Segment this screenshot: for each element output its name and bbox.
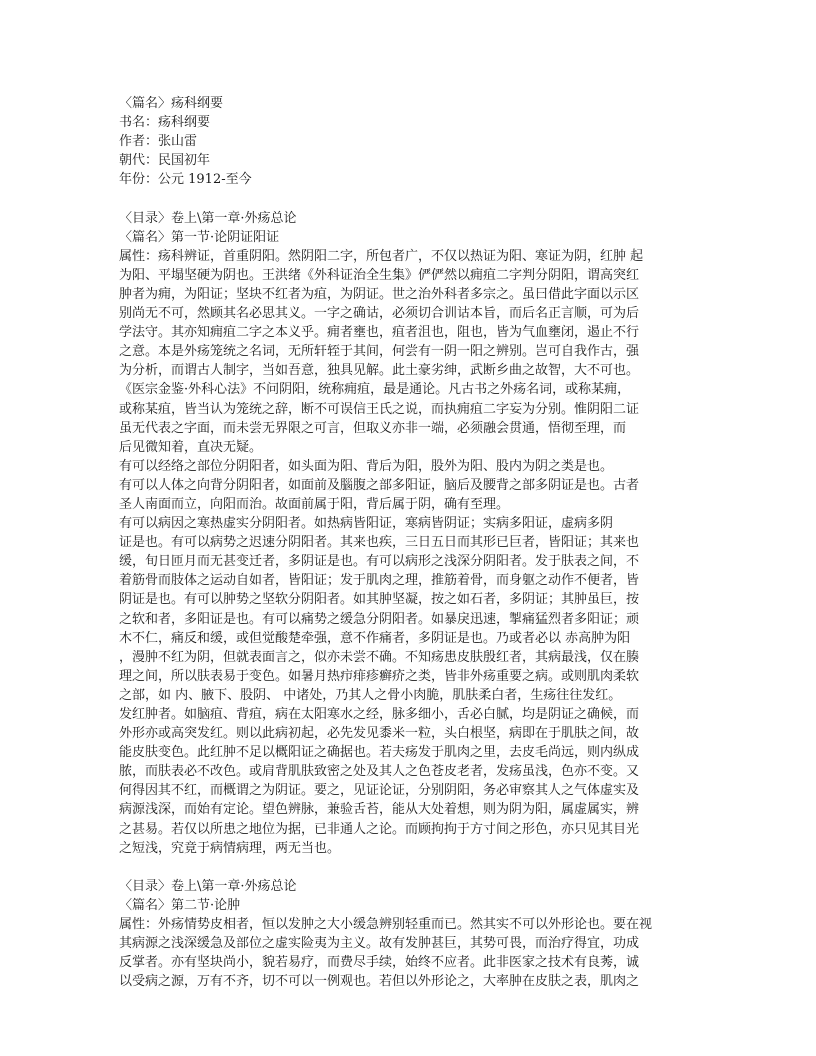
section-body — [119, 915, 685, 991]
header-pian-ming: 〈篇名〉疡科纲要 — [119, 96, 224, 111]
section-mulu: 〈目录〉卷上\第一章·外疡总论 — [119, 210, 297, 226]
text-line: 理之间，所以肤表易于变色。如暑月热疖痱疹癣疥之类，皆非外疡重要之病。或则肌肉柔软 — [119, 668, 640, 684]
text-line: 之部，如 内、腋下、股阴、 中诸处，乃其人之骨小肉脆，肌肤柔白者，生疡往往发红。 — [119, 687, 622, 703]
header-zuo-zhe: 作者：张山雷 — [119, 134, 198, 150]
section-pian-ming: 〈篇名〉第一节·论阴证阳证 — [119, 229, 280, 245]
text-line: 其病源之浅深缓急及部位之虚实险夷为主义。故有发肿甚巨，其势可畏，而治疗得宜，功成 — [119, 936, 640, 952]
text-line: 缓，旬日匝月而无甚变迁者，多阴证是也。有可以病形之浅深分阴阳者。发于肤表之间，不 — [119, 554, 640, 570]
text-line: 之意。本是外疡笼统之名词，无所轩轾于其间，何尝有一阴一阳之辨别。岂可自我作古，强 — [119, 344, 640, 360]
section-pian-ming: 〈篇名〉第二节·论肿 — [119, 897, 241, 913]
text-line: 反掌者。亦有坚块尚小，貌若易疗，而费尽手续，始终不应者。此非医家之技术有良莠，诚 — [119, 955, 640, 971]
text-line: 《医宗金鉴·外科心法》不问阴阳，统称痈疽，最是通论。凡古书之外疡名词，或称某痈， — [119, 382, 631, 398]
text-line: 肿者为痈，为阳证；坚块不红者为疽，为阴证。世之治外科者多宗之。虽曰借此字面以示区 — [119, 286, 640, 302]
text-line: 属性：外疡情势皮相者，恒以发肿之大小缓急辨别轻重而已。然其实不可以外形论也。要在视 — [119, 917, 653, 933]
text-line: 有可以病因之寒热虚实分阴阳者。如热病皆阳证，寒病皆阴证；实病多阳证，虚病多阴 — [119, 516, 614, 532]
header-chao-dai: 朝代：民国初年 — [119, 153, 211, 169]
spacer — [119, 858, 685, 877]
text-line: 为分析，而谓古人制字，当如吾意，独具见解。此土豪劣绅，武断乡曲之故智，大不可也。 — [119, 363, 640, 379]
text-line: 圣人南面而立，向阳而治。故面前属于阳，背后属于阴，确有至理。 — [119, 496, 510, 512]
text-line: 后见微知着，直决无疑。 — [119, 439, 263, 455]
text-line: 虽无代表之字面，而未尝无界限之可言，但取义亦非一端，必须融会贯通，悟彻至理，而 — [119, 420, 627, 436]
document-page — [119, 94, 685, 991]
text-line: 学法守。其亦知痈疽二字之本义乎。痈者壅也，疽者沮也，阻也，皆为气血壅闭，遏止不行 — [119, 325, 640, 341]
text-line: 为阳、平塌坚硬为阴也。王洪绪《外科证治全生集》俨俨然以痈疽二字判分阴阳，谓高突红 — [119, 267, 640, 283]
text-line: 或称某疽，皆当认为笼统之辞，断不可误信王氏之说，而执痈疽二字妄为分别。惟阴阳二证 — [119, 401, 640, 417]
text-line: 发红肿者。如脑疽、背疽，病在太阳寒水之经，脉多细小，舌必白腻，均是阴证之确候，而 — [119, 707, 640, 722]
text-line: 何得因其不红，而概谓之为阴证。要之，见证论证，分别阴阳，务必审察其人之气体虚实及 — [119, 783, 640, 799]
text-line: 之软和者，多阳证是也。有可以痛势之缓急分阴阳者。如暴戾迅速，掣痛猛烈者多阳证；顽 — [119, 611, 640, 627]
header-nian-fen: 年份：公元 1912-至今 — [119, 172, 252, 188]
spacer — [119, 189, 685, 208]
section-lun-zhong — [119, 877, 685, 992]
text-line: 外形亦或高突发红。则以此病初起，必先发见黍米一粒，头白根坚，病即在于肌肤之间，故 — [119, 726, 640, 742]
section-body — [119, 247, 685, 858]
text-line: 别尚无不可，然顾其名必思其义。一字之确诂，必须切合训诂本旨，而后名正言顺，可为后 — [119, 306, 640, 322]
text-line: 之甚易。若仅以所患之地位为据，已非通人之论。而顾拘拘于方寸间之形色，亦只见其目光 — [119, 821, 640, 837]
section-mulu: 〈目录〉卷上\第一章·外疡总论 — [119, 878, 297, 894]
text-line: 属性：疡科辨证，首重阴阳。然阴阳二字，所包者广，不仅以热证为阳、寒证为阴，红肿 起 — [119, 248, 644, 264]
text-line: 木不仁，痛反和缓，或但觉酸楚牵强，意不作痛者，多阴证是也。乃或者必以 赤高肿为阳 — [119, 630, 631, 646]
text-line: 之短浅，究竟于病情病理，两无当也。 — [119, 840, 341, 856]
text-line: 着筋骨而肢体之运动自如者，皆阳证；发于肌肉之理，推筋着骨，而身躯之动作不便者，皆 — [119, 573, 640, 589]
header-shu-ming: 书名：疡科纲要 — [119, 115, 211, 131]
text-line: 以受病之源，万有不齐，切不可以一例观也。若但以外形论之，大率肿在皮肤之表，肌肉之 — [119, 974, 640, 990]
text-line: 脓，而肤表必不改色。或肩背肌肤致密之处及其人之色苍皮老者，发疡虽浅，色亦不变。又 — [119, 764, 640, 780]
text-line: ，漫肿不红为阴，但就表面言之，似亦未尝不确。不知疡患皮肤殷红者，其病最浅，仅在腠 — [119, 649, 640, 665]
section-yin-yang — [119, 209, 685, 858]
text-line: 有可以人体之向背分阴阳者，如面前及腦腹之部多阳证，脑后及腰背之部多阴证是也。古者 — [119, 477, 640, 493]
text-line: 能皮肤变色。此红肿不足以概阳证之确据也。若夫疡发于肌肉之里，去皮毛尚远，则内纵成 — [119, 745, 640, 761]
text-line: 病源浅深，而始有定论。望色辨脉，兼验舌苔，能从大处着想，则为阴为阳，属虚属实，辨 — [119, 802, 640, 818]
text-line: 证是也。有可以病势之迟速分阴阳者。其来也疾，三日五日而其形已巨者，皆阳证；其来也 — [119, 535, 640, 551]
text-line: 阴证是也。有可以肿势之坚软分阴阳者。如其肿坚凝，按之如石者，多阴证；其肿虽巨，按 — [119, 592, 640, 608]
text-line: 有可以经络之部位分阴阳者，如头面为阳、背后为阳，股外为阳、股内为阴之类是也。 — [119, 458, 614, 474]
